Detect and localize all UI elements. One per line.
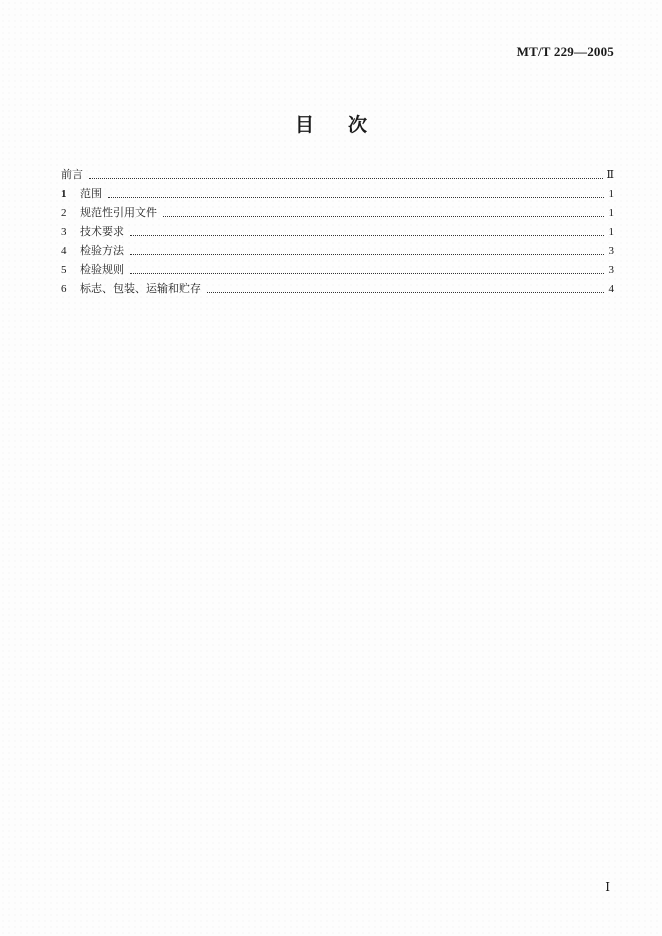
toc-title: 目次 — [294, 114, 401, 136]
toc-leader-dots — [130, 254, 604, 255]
toc-entry-foreword[interactable] — [61, 166, 614, 185]
toc-entry-page: 1 — [608, 226, 614, 238]
toc-entry-page: 3 — [608, 245, 614, 257]
toc-entry-scope[interactable] — [61, 185, 614, 204]
toc-entry-page: 3 — [608, 264, 614, 276]
toc-entry-normative-references[interactable] — [61, 204, 614, 223]
toc-leader-dots — [130, 235, 604, 236]
toc-entry-number: 6 — [61, 283, 67, 295]
toc-entry-marking-packaging[interactable] — [61, 280, 614, 299]
toc-entry-label: 前言 — [61, 168, 83, 181]
toc-entry-label: 检验方法 — [80, 244, 124, 257]
toc-entry-number: 5 — [61, 264, 67, 276]
toc-entry-page: 4 — [608, 283, 614, 295]
toc-leader-dots — [130, 273, 604, 274]
toc-leader-dots — [207, 292, 604, 293]
toc-entry-number: 3 — [61, 226, 67, 238]
toc-entry-technical-requirements[interactable] — [61, 223, 614, 242]
toc-entry-label: 范围 — [80, 187, 102, 200]
toc-entry-page: 1 — [608, 188, 614, 200]
toc-leader-dots — [89, 178, 603, 179]
toc-entry-label: 检验规则 — [80, 263, 124, 276]
toc-entry-page: 1 — [608, 207, 614, 219]
document-code: MT/T 229—2005 — [516, 44, 614, 59]
toc-leader-dots — [163, 216, 604, 217]
toc-leader-dots — [108, 197, 604, 198]
toc-entry-number: 4 — [61, 245, 67, 257]
toc-entry-label: 技术要求 — [80, 225, 124, 238]
toc-entry-inspection-rules[interactable] — [61, 261, 614, 280]
table-of-contents — [61, 166, 614, 299]
toc-entry-page: Ⅱ — [606, 169, 614, 181]
toc-entry-test-methods[interactable] — [61, 242, 614, 261]
toc-entry-label: 规范性引用文件 — [80, 206, 157, 219]
toc-entry-label: 标志、包装、运输和贮存 — [80, 282, 201, 295]
page-number: Ⅰ — [605, 880, 610, 894]
toc-entry-number: 2 — [61, 207, 67, 219]
toc-entry-number: 1 — [61, 188, 67, 200]
